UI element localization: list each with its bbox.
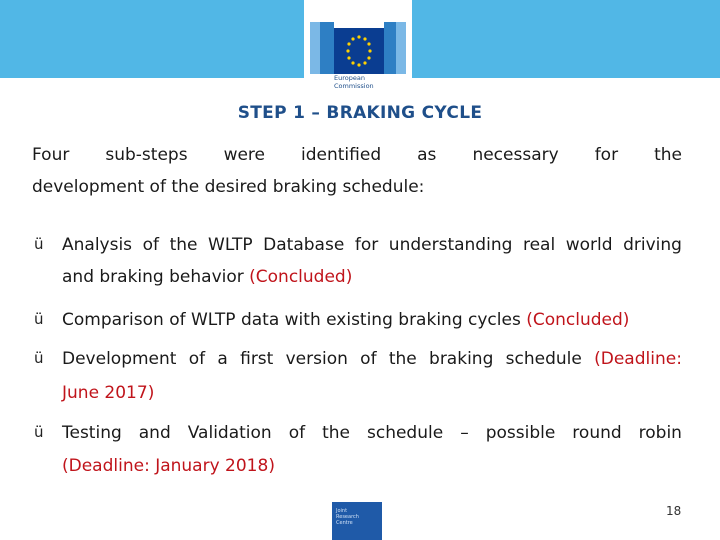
european-commission-logo xyxy=(304,0,412,98)
status-deadline: (Deadline: xyxy=(594,349,682,369)
page-number: 18 xyxy=(666,504,682,518)
check-icon: ü xyxy=(34,349,44,367)
check-icon: ü xyxy=(34,310,44,328)
intro-line-2: development of the desired braking schedule: xyxy=(32,177,425,197)
logo-caption: European Commission xyxy=(334,74,374,90)
status-deadline-date: June 2017) xyxy=(62,383,155,403)
intro-line-1: Four sub-steps were identified as necessary for the xyxy=(32,145,682,165)
commission-building-icon xyxy=(304,18,412,76)
status-concluded: (Concluded) xyxy=(526,310,630,330)
jrc-logo: Joint Research Centre xyxy=(332,502,382,540)
slide-title: STEP 1 – BRAKING CYCLE xyxy=(237,103,483,123)
status-deadline: (Deadline: January 2018) xyxy=(62,456,275,476)
check-icon: ü xyxy=(34,423,44,441)
check-icon: ü xyxy=(34,235,44,253)
status-concluded: (Concluded) xyxy=(249,267,353,287)
